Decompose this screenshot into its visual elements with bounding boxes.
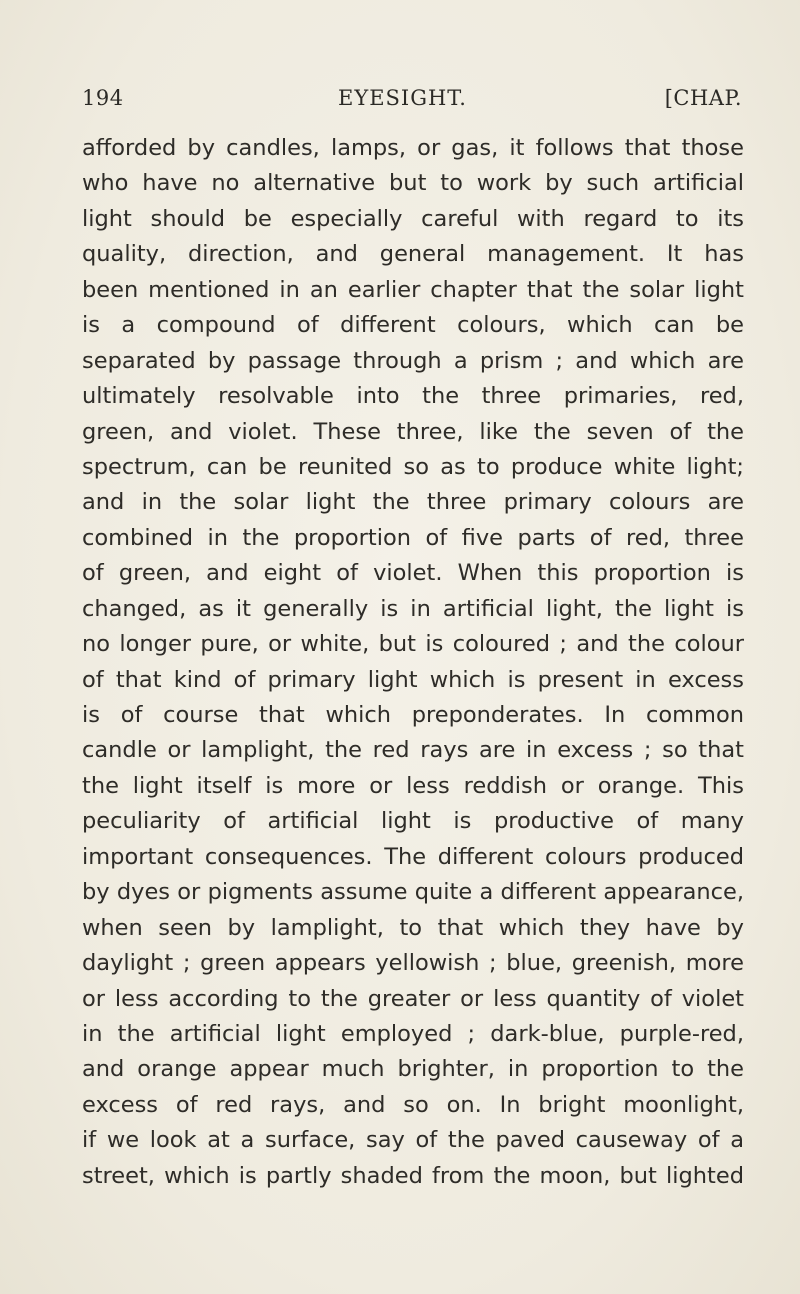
text-line: in the artificial light employed ; dark-blue, purple-red,: [82, 1020, 744, 1047]
text-line: if we look at a surface, say of the paved causeway of a: [82, 1127, 744, 1154]
text-line: separated by passage through a prism ; and which are: [82, 347, 744, 374]
running-header: [82, 86, 742, 122]
text-line: green, and violet. These three, like the seven of the: [82, 418, 744, 445]
text-line: afforded by candles, lamps, or gas, it follows that those: [82, 135, 744, 161]
text-line: is of course that which preponderates. In common: [82, 702, 744, 728]
chapter-label: [CHAP.: [664, 86, 742, 110]
text-line: light should be especially careful with regard to its: [82, 205, 744, 232]
text-line: street, which is partly shaded from the moon, but lighted: [82, 1162, 744, 1189]
text-line: the light itself is more or less reddish or orange. This: [82, 772, 744, 799]
text-line: been mentioned in an earlier chapter that the solar light: [82, 276, 744, 303]
text-line: who have no alternative but to work by such artificial: [82, 170, 744, 197]
text-line: of green, and eight of violet. When this proportion is: [82, 560, 744, 587]
text-line: and orange appear much brighter, in proportion to the: [82, 1056, 744, 1083]
text-line: spectrum, can be reunited so as to produce white light;: [82, 453, 744, 480]
text-line: peculiarity of artificial light is productive of many: [82, 808, 744, 835]
text-line: by dyes or pigments assume quite a different appearance,: [82, 879, 744, 906]
text-line: when seen by lamplight, to that which they have by: [82, 914, 744, 941]
text-line: excess of red rays, and so on. In bright moonlight,: [82, 1091, 744, 1118]
text-line: daylight ; green appears yellowish ; blue, greenish, more: [82, 950, 744, 977]
text-line: candle or lamplight, the red rays are in excess ; so that: [82, 737, 744, 764]
text-line: quality, direction, and general management. It has: [82, 241, 744, 268]
running-title: EYESIGHT.: [338, 86, 467, 110]
body-text: [82, 131, 744, 1194]
text-line: no longer pure, or white, but is coloured ; and the colour: [82, 631, 744, 658]
text-line: changed, as it generally is in artificial light, the light is: [82, 595, 744, 622]
text-line: and in the solar light the three primary colours are: [82, 489, 744, 516]
text-line: is a compound of different colours, which can be: [82, 312, 744, 339]
text-line: or less according to the greater or less quantity of violet: [82, 985, 744, 1012]
text-line: combined in the proportion of five parts of red, three: [82, 524, 744, 551]
text-line: of that kind of primary light which is present in excess: [82, 666, 744, 693]
text-line: important consequences. The different colours produced: [82, 843, 744, 870]
text-line: ultimately resolvable into the three primaries, red,: [82, 383, 744, 410]
page-number: 194: [82, 86, 124, 110]
